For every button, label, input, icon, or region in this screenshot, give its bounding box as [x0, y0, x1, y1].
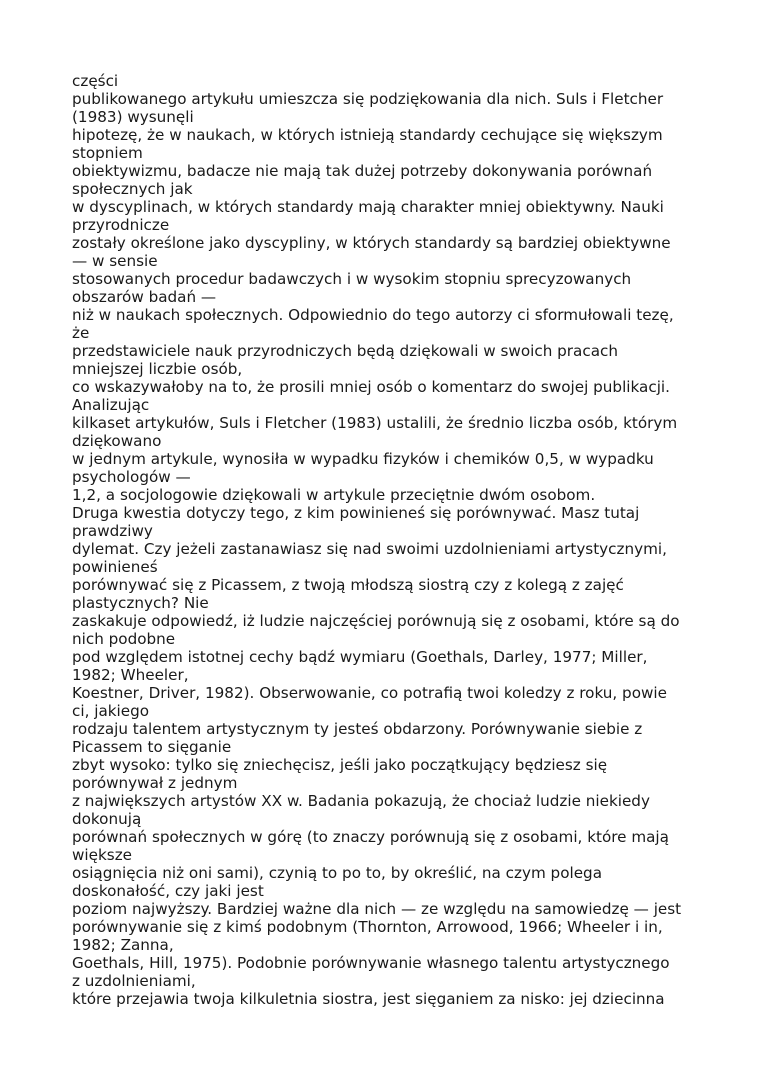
text-line: Druga kwestia dotyczy tego, z kim powinieneś się porównywać. Masz tutaj	[72, 504, 640, 522]
document-body	[72, 72, 692, 1008]
text-line: porównywał z jednym	[72, 774, 238, 792]
text-line: pod względem istotnej cechy bądź wymiaru (Goethals, Darley, 1977; Miller,	[72, 648, 648, 666]
text-line: porównywanie się z kimś podobnym (Thornton, Arrowood, 1966; Wheeler i in,	[72, 918, 663, 936]
text-line: zostały określone jako dyscypliny, w których standardy są bardziej obiektywne	[72, 234, 671, 252]
text-line: obszarów badań —	[72, 288, 217, 306]
text-line: co wskazywałoby na to, że prosili mniej osób o komentarz do swojej publikacji.	[72, 378, 670, 396]
text-line: publikowanego artykułu umieszcza się podziękowania dla nich. Suls i Fletcher	[72, 90, 664, 108]
text-line: w jednym artykule, wynosiła w wypadku fizyków i chemików 0,5, w wypadku	[72, 450, 654, 468]
text-line: społecznych jak	[72, 180, 193, 198]
text-line: kilkaset artykułów, Suls i Fletcher (1983) ustalili, że średnio liczba osób, którym	[72, 414, 678, 432]
text-line: zbyt wysoko: tylko się zniechęcisz, jeśli jako początkujący będziesz się	[72, 756, 608, 774]
text-line: ci, jakiego	[72, 702, 150, 720]
text-line: psychologów —	[72, 468, 191, 486]
text-line: Analizując	[72, 396, 150, 414]
text-line: 1982; Zanna,	[72, 936, 174, 954]
text-line: dokonują	[72, 810, 142, 828]
text-line: większe	[72, 846, 133, 864]
text-line: przyrodnicze	[72, 216, 170, 234]
text-line: przedstawiciele nauk przyrodniczych będą dziękowali w swoich pracach	[72, 342, 618, 360]
text-line: stopniem	[72, 144, 143, 162]
text-line: osiągnięcia niż oni sami), czynią to po to, by określić, na czym polega	[72, 864, 603, 882]
text-line: Picassem to sięganie	[72, 738, 232, 756]
text-line: dylemat. Czy jeżeli zastanawiasz się nad swoimi uzdolnieniami artystycznymi,	[72, 540, 667, 558]
text-line: porównywać się z Picassem, z twoją młodszą siostrą czy z kolegą z zajęć	[72, 576, 624, 594]
text-line: plastycznych? Nie	[72, 594, 209, 612]
text-line: Koestner, Driver, 1982). Obserwowanie, co potrafią twoi koledzy z roku, powie	[72, 684, 667, 702]
text-line: niż w naukach społecznych. Odpowiednio do tego autorzy ci sformułowali tezę,	[72, 306, 674, 324]
text-line: dziękowano	[72, 432, 162, 450]
text-line: z największych artystów XX w. Badania pokazują, że chociaż ludzie niekiedy	[72, 792, 650, 810]
text-line: powinieneś	[72, 558, 158, 576]
text-line: które przejawia twoja kilkuletnia siostra, jest sięganiem za nisko: jej dziecinna	[72, 990, 665, 1008]
text-line: że	[72, 324, 90, 342]
text-line: Goethals, Hill, 1975). Podobnie porównywanie własnego talentu artystycznego	[72, 954, 670, 972]
text-line: doskonałość, czy jaki jest	[72, 882, 264, 900]
text-line: 1,2, a socjologowie dziękowali w artykule przeciętnie dwóm osobom.	[72, 486, 596, 504]
text-line: zaskakuje odpowiedź, iż ludzie najczęściej porównują się z osobami, które są do	[72, 612, 680, 630]
text-line: prawdziwy	[72, 522, 153, 540]
text-line: rodzaju talentem artystycznym ty jesteś obdarzony. Porównywanie siebie z	[72, 720, 643, 738]
text-line: z uzdolnieniami,	[72, 972, 196, 990]
text-line: — w sensie	[72, 252, 158, 270]
text-line: 1982; Wheeler,	[72, 666, 189, 684]
text-line: nich podobne	[72, 630, 176, 648]
text-line: części	[72, 72, 119, 90]
text-line: hipotezę, że w naukach, w których istnieją standardy cechujące się większym	[72, 126, 663, 144]
text-line: porównań społecznych w górę (to znaczy porównują się z osobami, które mają	[72, 828, 669, 846]
text-line: mniejszej liczbie osób,	[72, 360, 243, 378]
text-line: poziom najwyższy. Bardziej ważne dla nich — ze względu na samowiedzę — jest	[72, 900, 682, 918]
text-line: stosowanych procedur badawczych i w wysokim stopniu sprecyzowanych	[72, 270, 632, 288]
text-line: obiektywizmu, badacze nie mają tak dużej potrzeby dokonywania porównań	[72, 162, 653, 180]
text-line: (1983) wysunęli	[72, 108, 194, 126]
text-line: w dyscyplinach, w których standardy mają charakter mniej obiektywny. Nauki	[72, 198, 664, 216]
